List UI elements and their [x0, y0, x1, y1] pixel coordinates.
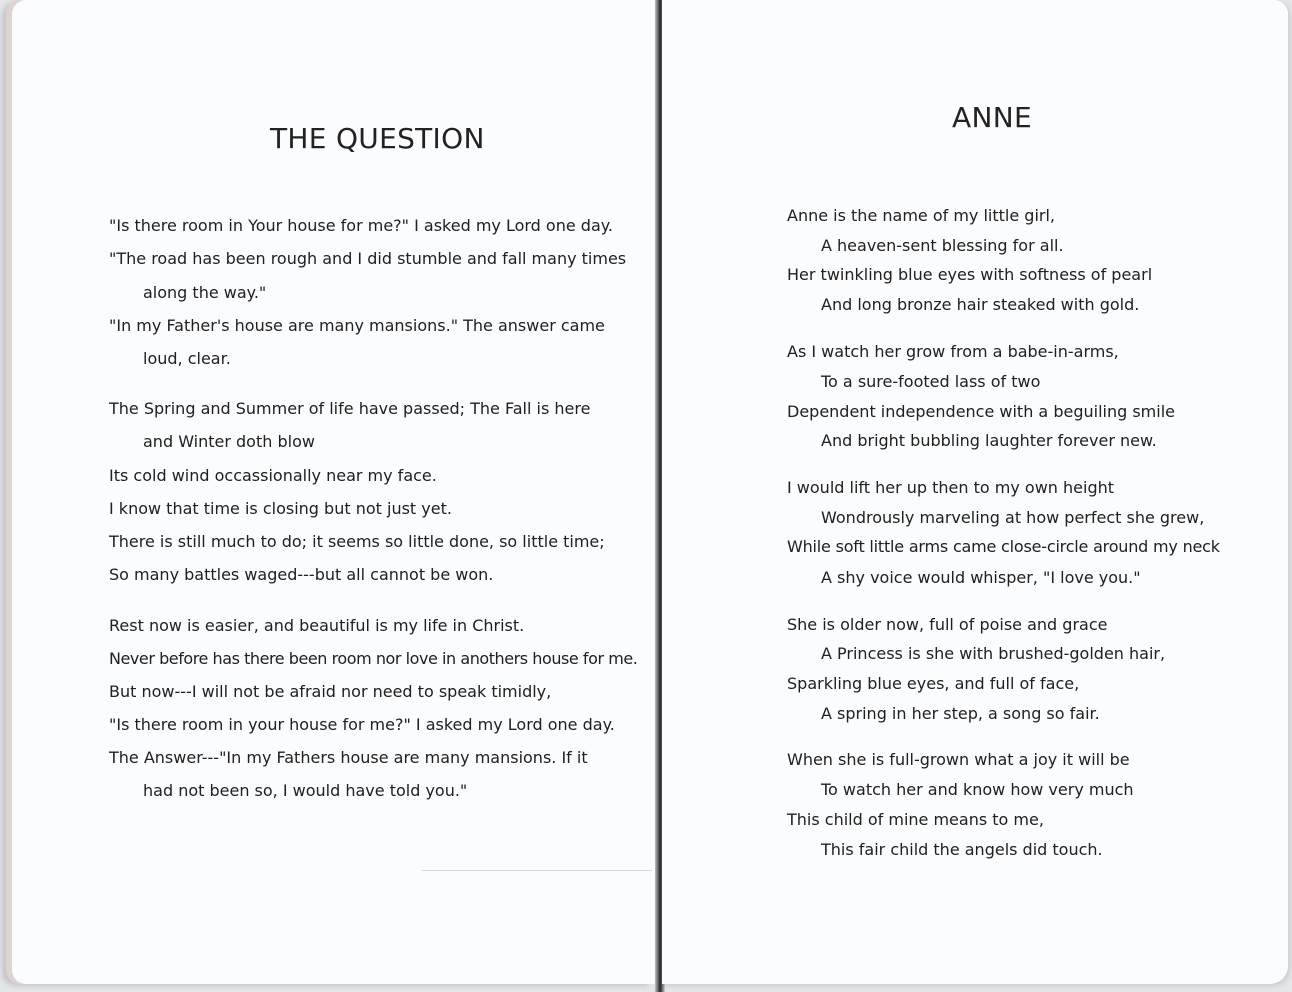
poem-line: loud, clear. [143, 349, 231, 368]
poem-line: "Is there room in your house for me?" I asked my Lord one day. [109, 715, 615, 734]
poem-line: So many battles waged---but all cannot be won. [109, 565, 494, 584]
poem-line: When she is full-grown what a joy it will be [787, 750, 1130, 769]
poem-line: A shy voice would whisper, "I love you." [821, 568, 1141, 587]
poem-line: Its cold wind occassionally near my face. [109, 466, 437, 485]
poem-line: had not been so, I would have told you." [143, 781, 468, 800]
poem-line: While soft little arms came close-circle around my neck [787, 537, 1220, 556]
page-mark [422, 870, 652, 871]
poem-line: She is older now, full of poise and grace [787, 615, 1108, 634]
poem-line: But now---I will not be afraid nor need to speak timidly, [109, 682, 552, 701]
poem-line: "Is there room in Your house for me?" I asked my Lord one day. [109, 216, 614, 235]
poem-line: I know that time is closing but not just yet. [109, 499, 452, 518]
poem-line: To a sure-footed lass of two [821, 372, 1041, 391]
poem-line: The Spring and Summer of life have passed; The Fall is here [109, 399, 591, 418]
poem-line: "In my Father's house are many mansions." The answer came [109, 316, 605, 335]
poem-line: Her twinkling blue eyes with softness of pearl [787, 265, 1153, 284]
poem-line: Dependent independence with a beguiling smile [787, 402, 1175, 421]
poem-line: This child of mine means to me, [787, 810, 1044, 829]
poem-line: Wondrously marveling at how perfect she grew, [821, 508, 1205, 527]
poem-line: As I watch her grow from a babe-in-arms, [787, 342, 1119, 361]
poem-title-the-question: THE QUESTION [270, 122, 485, 155]
poem-line: and Winter doth blow [143, 432, 315, 451]
poem-title-anne: ANNE [952, 101, 1032, 134]
right-page [662, 0, 1288, 984]
left-page [12, 0, 658, 984]
poem-line: Rest now is easier, and beautiful is my life in Christ. [109, 616, 525, 635]
poem-line: This fair child the angels did touch. [821, 840, 1103, 859]
poem-line: And long bronze hair steaked with gold. [821, 295, 1140, 314]
poem-line: There is still much to do; it seems so little done, so little time; [109, 532, 605, 551]
poem-line: A spring in her step, a song so fair. [821, 704, 1100, 723]
poem-line: Anne is the name of my little girl, [787, 206, 1055, 225]
poem-line: I would lift her up then to my own height [787, 478, 1115, 497]
poem-line: along the way." [143, 283, 267, 302]
poem-line: A heaven-sent blessing for all. [821, 236, 1064, 255]
poem-line: To watch her and know how very much [821, 780, 1134, 799]
poem-line: Never before has there been room nor love in anothers house for me. [109, 649, 638, 668]
poem-line: And bright bubbling laughter forever new. [821, 431, 1157, 450]
poem-line: Sparkling blue eyes, and full of face, [787, 674, 1080, 693]
poem-line: "The road has been rough and I did stumble and fall many times [109, 249, 627, 268]
poem-line: The Answer---"In my Fathers house are many mansions. If it [109, 748, 588, 767]
poem-line: A Princess is she with brushed-golden hair, [821, 644, 1166, 663]
